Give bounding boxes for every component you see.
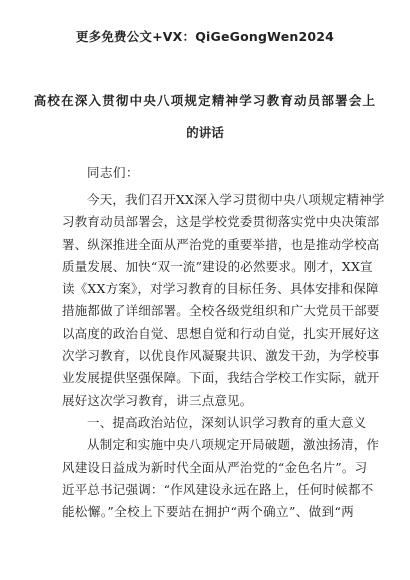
paragraph-line: 习教育动员部署会，这是学校党委贯彻落实党中央决策部 — [62, 214, 380, 230]
paragraph-line: 措施都做了详细部署。全校各级党组织和广大党员干部要 — [62, 303, 380, 319]
page-header: 更多免费公文+VX：QiGeGongWen2024 — [75, 29, 335, 44]
paragraph-line: 展好这次学习教育，讲三点意见。 — [62, 392, 253, 408]
paragraph-line: 风建设日益成为新时代全面从严治党的“金色名片”。习 — [62, 459, 368, 475]
body-text — [62, 189, 385, 523]
section-heading: 一、提高政治站位，深刻认识学习教育的重大意义 — [87, 414, 367, 430]
document-title-line-1: 高校在深入贯彻中央八项规定精神学习教育动员部署会上 — [33, 93, 377, 108]
paragraph-line: 署、纵深推进全面从严治党的重要举措，也是推动学校高 — [62, 236, 380, 252]
paragraph-line: 以高度的政治自觉、思想自觉和行动自觉，扎实开展好这 — [62, 325, 380, 341]
paragraph-line: 能松懈。”全校上下要站在拥护“两个确立”、做到“两 — [62, 504, 354, 520]
paragraph-line: 今天，我们召开XX深入学习贯彻中央八项规定精神学 — [87, 192, 385, 207]
greeting: 同志们： — [87, 165, 140, 180]
document-title-line-2: 的讲话 — [186, 125, 224, 140]
paragraph-line: 质量发展、加快“双一流”建设的必然要求。刚才，XX宣 — [62, 258, 373, 274]
paragraph-line: 次学习教育，以优良作风凝聚共识、激发干劲，为学校事 — [62, 348, 380, 364]
paragraph-line: 业发展提供坚强保障。下面，我结合学校工作实际，就开 — [62, 370, 380, 386]
paragraph-line: 从制定和实施中央八项规定开局破题，激浊扬清，作 — [87, 437, 380, 453]
paragraph-line: 读《XX方案》，对学习教育的目标任务、具体安排和保障 — [62, 281, 379, 297]
paragraph-line: 近平总书记强调：“作风建设永远在路上，任何时候都不 — [62, 481, 374, 497]
